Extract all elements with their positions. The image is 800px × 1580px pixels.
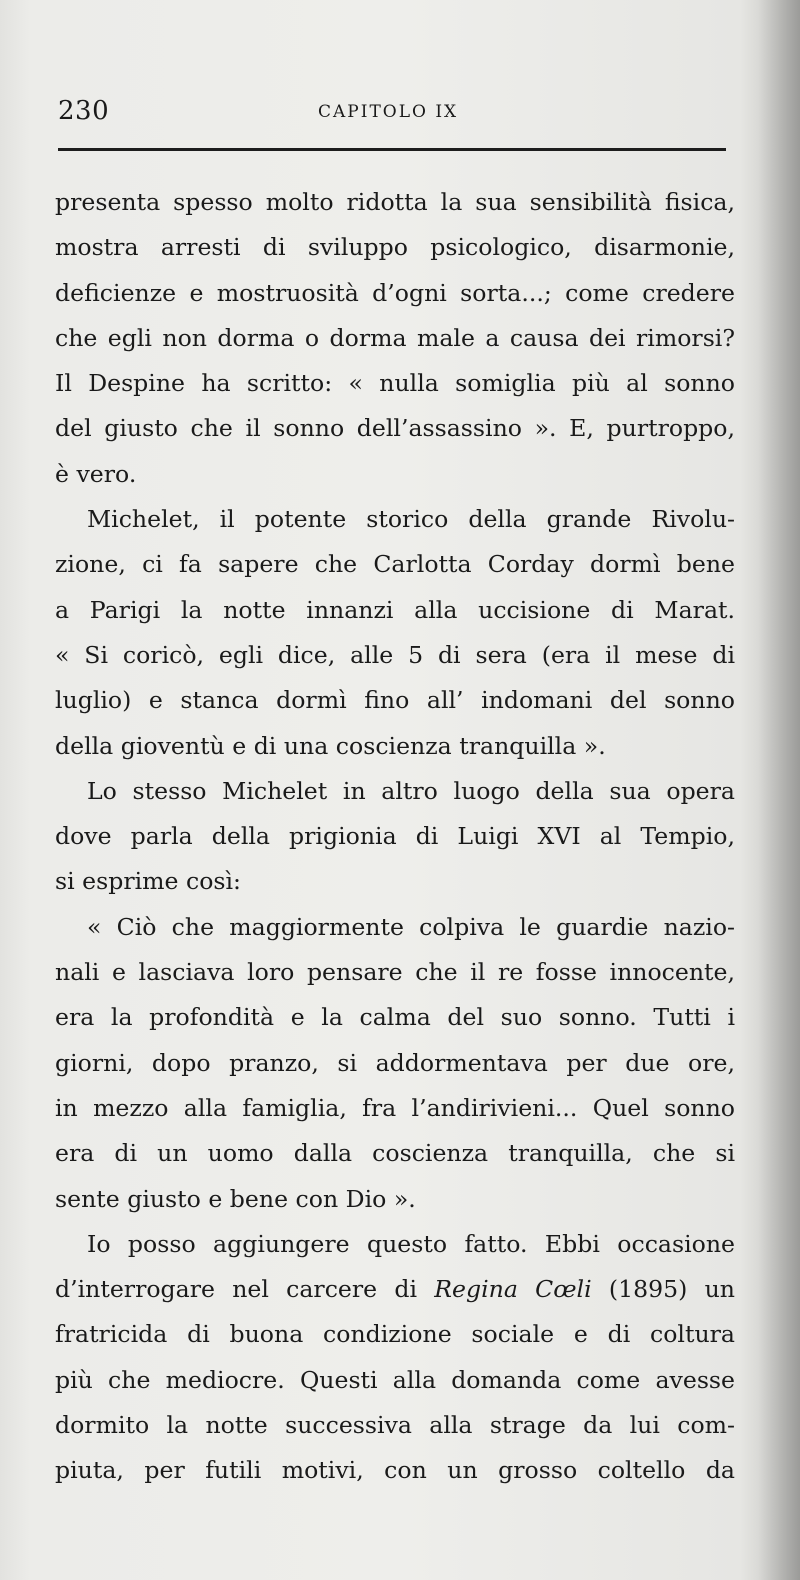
- text-line: luglio) e stanca dormì fino all’ indomani del sonno: [55, 686, 735, 715]
- text-line: si esprime così:: [55, 867, 242, 896]
- text-line-with-italic: [55, 1267, 735, 1312]
- page-edge-shadow: [758, 0, 800, 1580]
- text-line: giorni, dopo pranzo, si addormentava per due ore,: [55, 1048, 735, 1077]
- text-line: dove parla della prigionia di Luigi XVI al Tempio,: [55, 822, 735, 851]
- running-head: CAPITOLO IX: [318, 102, 459, 122]
- text-line: del giusto che il sonno dell’assassino ». E, purtroppo,: [55, 414, 735, 443]
- text-line: « Si coricò, egli dice, alle 5 di sera (era il mese di: [55, 640, 735, 669]
- text-line: mostra arresti di sviluppo psicologico, disarmonie,: [55, 233, 735, 262]
- text-line: fratricida di buona condizione sociale e di coltura: [55, 1320, 735, 1349]
- text-line: deficienze e mostruosità d’ogni sorta...; come credere: [55, 278, 735, 307]
- text-line: Il Despine ha scritto: « nulla somiglia più al sonno: [55, 369, 735, 398]
- text-line: zione, ci fa sapere che Carlotta Corday dormì bene: [55, 550, 735, 579]
- italic-title: Regina Cœli: [434, 1275, 592, 1304]
- text-line: della gioventù e di una coscienza tranquilla ».: [55, 731, 606, 760]
- text-line: Io posso aggiungere questo fatto. Ebbi occasione: [87, 1229, 735, 1258]
- text-line: era di un uomo dalla coscienza tranquilla, che si: [55, 1139, 735, 1168]
- body-text: [55, 180, 735, 1494]
- text-line: era la profondità e la calma del suo sonno. Tutti i: [55, 1003, 735, 1032]
- page-header: [58, 92, 728, 132]
- text-segment: (1895) un: [608, 1275, 735, 1304]
- text-line: « Ciò che maggiormente colpiva le guardie nazio-: [87, 912, 735, 941]
- text-line: più che mediocre. Questi alla domanda come avesse: [55, 1365, 735, 1394]
- text-line: Michelet, il potente storico della grande Rivolu-: [87, 505, 735, 534]
- text-line: che egli non dorma o dorma male a causa dei rimorsi?: [55, 323, 735, 352]
- text-line: sente giusto e bene con Dio ».: [55, 1184, 416, 1213]
- text-line: Lo stesso Michelet in altro luogo della sua opera: [87, 776, 735, 805]
- page-number: 230: [58, 96, 110, 126]
- text-line: dormito la notte successiva alla strage da lui com-: [55, 1411, 735, 1440]
- text-line: presenta spesso molto ridotta la sua sensibilità fisica,: [55, 188, 735, 216]
- header-rule: [58, 148, 726, 151]
- text-line: nali e lasciava loro pensare che il re fosse innocente,: [55, 958, 735, 987]
- text-line: in mezzo alla famiglia, fra l’andirivieni... Quel sonno: [55, 1093, 735, 1122]
- text-line: a Parigi la notte innanzi alla uccisione di Marat.: [55, 595, 735, 624]
- text-line: piuta, per futili motivi, con un grosso coltello da: [55, 1456, 735, 1485]
- text-line: è vero.: [55, 459, 137, 488]
- text-segment: d’interrogare nel carcere di: [55, 1275, 418, 1304]
